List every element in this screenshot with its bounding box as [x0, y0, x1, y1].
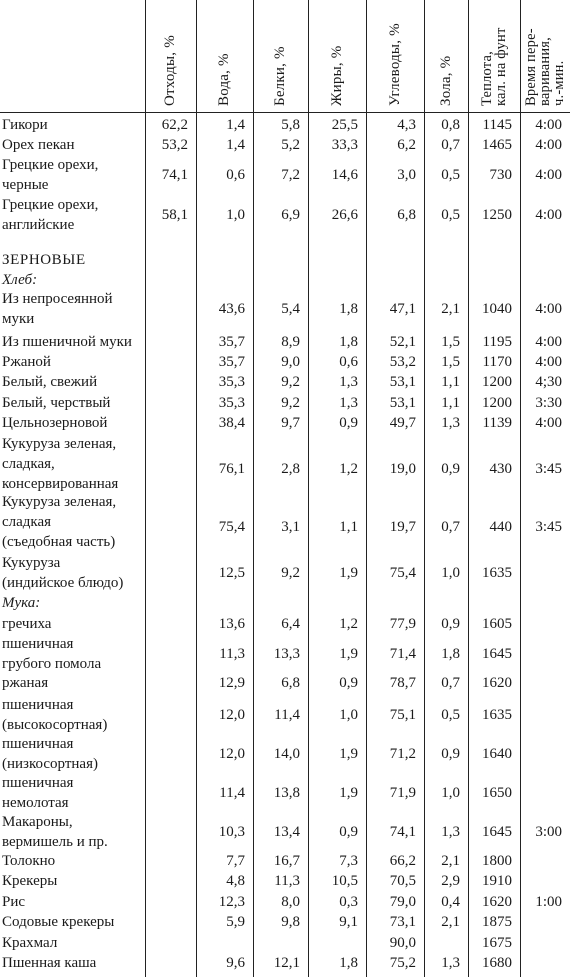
row-label-line: Белый, свежий [2, 374, 98, 390]
row-value: 6,4 [281, 616, 300, 632]
column-header-line: Отходы, % [162, 35, 178, 106]
row-label-line: Из непросеянной [2, 291, 113, 307]
row-value: 7,3 [339, 853, 358, 869]
row-value: 53,1 [389, 374, 416, 390]
row-value: 25,5 [331, 117, 358, 133]
row-value: 47,1 [389, 301, 416, 317]
row-label-line: Кукуруза [2, 555, 61, 571]
row-value: 1645 [482, 824, 512, 840]
row-value: 73,1 [389, 914, 416, 930]
row-value: 75,4 [389, 565, 416, 581]
row-value: 7,7 [226, 853, 245, 869]
row-label-line: пшеничная [2, 636, 74, 652]
row-value: 4,8 [226, 873, 245, 889]
row-value: 13,4 [273, 824, 300, 840]
row-value: 4;30 [535, 374, 562, 390]
column-header [145, 4, 196, 108]
column-header-line: Время пере- [523, 28, 539, 106]
row-value: 2,1 [441, 914, 460, 930]
row-label [2, 352, 51, 372]
row-value: 1,8 [339, 334, 358, 350]
row-value: 66,2 [389, 853, 416, 869]
row-label [2, 695, 107, 735]
row-label-line: черные [2, 177, 49, 193]
row-value: 1680 [482, 955, 512, 971]
row-value: 9,0 [281, 354, 300, 370]
row-value: 53,2 [389, 354, 416, 370]
row-label-line: Кукуруза зеленая, [2, 494, 117, 510]
row-label-line: Ржаной [2, 354, 51, 370]
column-header [253, 4, 308, 108]
row-value: 5,2 [281, 137, 300, 153]
header-rule [0, 112, 570, 113]
row-value: 78,7 [389, 675, 416, 691]
row-value: 9,2 [281, 565, 300, 581]
column-header [520, 4, 570, 108]
row-value: 1,2 [339, 461, 358, 477]
row-value: 71,9 [389, 785, 416, 801]
row-value: 0,6 [339, 354, 358, 370]
row-value: 1645 [482, 646, 512, 662]
row-value: 1640 [482, 746, 512, 762]
row-value: 8,9 [281, 334, 300, 350]
row-value: 9,2 [281, 374, 300, 390]
row-label-line: пшеничная [2, 775, 74, 791]
row-label-line: Орех пекан [2, 137, 75, 153]
row-label-line: Макароны, [2, 814, 73, 830]
row-label-line: пшеничная [2, 736, 74, 752]
row-value: 35,3 [218, 395, 245, 411]
row-value: 1250 [482, 207, 512, 223]
row-label [2, 851, 55, 871]
row-value: 1620 [482, 675, 512, 691]
column-header-line: кал. на фунт [493, 27, 509, 106]
section-heading: ЗЕРНОВЫЕ [2, 252, 86, 268]
column-header-label [524, 28, 566, 106]
row-value: 12,0 [218, 707, 245, 723]
row-value: 1,8 [339, 955, 358, 971]
row-value: 12,3 [218, 894, 245, 910]
row-value: 9,6 [226, 955, 245, 971]
row-label-line: сладкая, [2, 456, 55, 472]
row-value: 53,1 [389, 395, 416, 411]
row-value: 1,3 [339, 374, 358, 390]
row-value: 4:00 [535, 415, 562, 431]
row-value: 1,2 [339, 616, 358, 632]
row-label-line: Гикори [2, 117, 48, 133]
column-header-label [217, 53, 232, 106]
row-value: 1,1 [441, 395, 460, 411]
row-label [2, 871, 57, 891]
row-value: 1,9 [339, 646, 358, 662]
column-header-line: Углеводы, % [386, 23, 403, 106]
row-label-line: Кукуруза зеленая, [2, 436, 117, 452]
row-label-line: Белый, черствый [2, 395, 111, 411]
row-label-line: пшеничная [2, 697, 74, 713]
row-value: 75,4 [218, 519, 245, 535]
row-value: 52,1 [389, 334, 416, 350]
row-value: 58,1 [161, 207, 188, 223]
row-label [2, 812, 108, 852]
row-label-line: Толокно [2, 853, 56, 869]
row-value: 0,9 [441, 616, 460, 632]
row-value: 49,7 [389, 415, 416, 431]
row-value: 1875 [482, 914, 512, 930]
row-value: 1800 [482, 853, 512, 869]
row-label-line: Пшенная каша [2, 955, 97, 971]
row-value: 12,5 [218, 565, 245, 581]
row-label-line: гречиха [2, 616, 52, 632]
row-value: 71,2 [389, 746, 416, 762]
row-label [2, 372, 97, 392]
row-value: 1,9 [339, 746, 358, 762]
row-value: 1,8 [441, 646, 460, 662]
row-label [2, 155, 98, 195]
column-header-label [439, 56, 454, 106]
row-value: 4:00 [535, 117, 562, 133]
row-value: 12,1 [273, 955, 300, 971]
row-value: 1145 [482, 117, 512, 133]
row-value: 0,7 [441, 519, 460, 535]
row-value: 6,2 [397, 137, 416, 153]
row-value: 2,8 [281, 461, 300, 477]
row-value: 3,0 [397, 167, 416, 183]
row-value: 1635 [482, 707, 512, 723]
row-value: 0,3 [339, 894, 358, 910]
row-value: 1,4 [226, 137, 245, 153]
row-label-line: муки [2, 311, 35, 327]
row-label-line: Крекеры [2, 873, 58, 889]
row-value: 79,0 [389, 894, 416, 910]
column-header [468, 4, 520, 108]
row-label [2, 413, 107, 433]
row-value: 75,1 [389, 707, 416, 723]
row-value: 53,2 [161, 137, 188, 153]
row-value: 11,4 [274, 707, 300, 723]
row-label [2, 912, 114, 932]
row-label-line: Цельнозерновой [2, 415, 108, 431]
row-value: 1,3 [339, 395, 358, 411]
row-value: 90,0 [389, 935, 416, 951]
row-label [2, 933, 57, 953]
row-value: 1,0 [441, 785, 460, 801]
row-label [2, 289, 113, 329]
row-value: 35,7 [218, 354, 245, 370]
row-label [2, 553, 123, 593]
row-value: 13,6 [218, 616, 245, 632]
row-value: 0,4 [441, 894, 460, 910]
row-value: 1,1 [441, 374, 460, 390]
row-value: 3:45 [535, 461, 562, 477]
row-value: 0,7 [441, 137, 460, 153]
column-header-line: Белки, % [272, 46, 288, 106]
row-value: 6,9 [281, 207, 300, 223]
row-label [2, 673, 48, 693]
row-value: 1,8 [339, 301, 358, 317]
row-value: 13,8 [273, 785, 300, 801]
row-value: 1675 [482, 935, 512, 951]
row-value: 730 [489, 167, 512, 183]
row-value: 1,0 [226, 207, 245, 223]
row-value: 1,3 [441, 824, 460, 840]
row-value: 3:00 [535, 824, 562, 840]
row-value: 19,7 [389, 519, 416, 535]
row-value: 4:00 [535, 207, 562, 223]
row-value: 440 [489, 519, 512, 535]
row-value: 35,3 [218, 374, 245, 390]
row-value: 14,6 [331, 167, 358, 183]
column-header [424, 4, 468, 108]
row-value: 0,9 [441, 746, 460, 762]
row-value: 1:00 [535, 894, 562, 910]
row-value: 10,3 [218, 824, 245, 840]
row-value: 9,7 [281, 415, 300, 431]
row-value: 4:00 [535, 167, 562, 183]
row-value: 0,5 [441, 167, 460, 183]
row-value: 43,6 [218, 301, 245, 317]
column-header [196, 4, 253, 108]
row-value: 14,0 [273, 746, 300, 762]
row-value: 71,4 [389, 646, 416, 662]
row-label [2, 332, 132, 352]
row-value: 9,1 [339, 914, 358, 930]
row-label-line: Грецкие орехи, [2, 197, 99, 213]
column-header-label [480, 28, 508, 106]
row-label [2, 492, 116, 552]
row-value: 3,1 [281, 519, 300, 535]
column-header-line: варивания, [537, 36, 553, 106]
subsection-heading: Хлеб: [2, 272, 38, 288]
row-value: 1910 [482, 873, 512, 889]
row-value: 0,9 [441, 461, 460, 477]
row-value: 0,9 [339, 824, 358, 840]
row-label-line: Содовые крекеры [2, 914, 115, 930]
row-value: 19,0 [389, 461, 416, 477]
row-value: 2,1 [441, 853, 460, 869]
row-value: 1,5 [441, 354, 460, 370]
row-value: 1195 [482, 334, 512, 350]
column-header-line: ч.-мин. [551, 60, 567, 106]
row-label-line: (съедобная часть) [2, 534, 116, 550]
row-value: 74,1 [161, 167, 188, 183]
column-header-line: Жиры, % [328, 45, 345, 106]
row-label [2, 195, 98, 235]
row-value: 1,0 [441, 565, 460, 581]
row-value: 9,8 [281, 914, 300, 930]
row-value: 1650 [482, 785, 512, 801]
row-value: 1139 [482, 415, 512, 431]
row-value: 0,7 [441, 675, 460, 691]
column-header-line: Теплота, [479, 51, 495, 106]
row-label-line: Рис [2, 894, 26, 910]
row-value: 4:00 [535, 301, 562, 317]
row-label [2, 734, 98, 774]
column-header [308, 4, 366, 108]
row-value: 11,4 [219, 785, 245, 801]
row-label-line: (низкосортная) [2, 756, 98, 772]
row-label [2, 892, 25, 912]
row-value: 13,3 [273, 646, 300, 662]
row-value: 0,6 [226, 167, 245, 183]
row-label [2, 434, 118, 494]
row-value: 1200 [482, 395, 512, 411]
row-value: 0,9 [339, 415, 358, 431]
row-value: 1465 [482, 137, 512, 153]
column-header-label [163, 35, 178, 106]
row-label-line: Из пшеничной муки [2, 334, 132, 350]
row-value: 1,9 [339, 565, 358, 581]
row-value: 9,2 [281, 395, 300, 411]
row-value: 1,4 [226, 117, 245, 133]
row-label [2, 393, 110, 413]
row-label-line: Грецкие орехи, [2, 157, 99, 173]
row-value: 76,1 [218, 461, 245, 477]
column-header-line: Вода, % [216, 53, 232, 106]
row-value: 4:00 [535, 354, 562, 370]
row-value: 26,6 [331, 207, 358, 223]
row-value: 12,0 [218, 746, 245, 762]
subsection-heading: Мука: [2, 595, 41, 611]
row-value: 33,3 [331, 137, 358, 153]
row-value: 4:00 [535, 137, 562, 153]
row-value: 10,5 [331, 873, 358, 889]
row-value: 4,3 [397, 117, 416, 133]
row-label-line: (высокосортная) [2, 717, 108, 733]
row-value: 0,5 [441, 207, 460, 223]
row-value: 1,3 [441, 415, 460, 431]
row-value: 62,2 [161, 117, 188, 133]
row-value: 1200 [482, 374, 512, 390]
column-header [366, 4, 424, 108]
row-value: 75,2 [389, 955, 416, 971]
row-value: 4:00 [535, 334, 562, 350]
row-value: 2,1 [441, 301, 460, 317]
row-value: 0,5 [441, 707, 460, 723]
row-label [2, 773, 73, 813]
row-value: 2,9 [441, 873, 460, 889]
row-value: 1,0 [339, 707, 358, 723]
row-label-line: немолотая [2, 795, 69, 811]
row-value: 0,8 [441, 117, 460, 133]
row-value: 1635 [482, 565, 512, 581]
row-label-line: сладкая [2, 514, 52, 530]
row-label-line: (индийское блюдо) [2, 575, 124, 591]
row-value: 5,4 [281, 301, 300, 317]
row-value: 6,8 [281, 675, 300, 691]
row-value: 1620 [482, 894, 512, 910]
column-header-label [388, 23, 403, 106]
row-value: 3:45 [535, 519, 562, 535]
row-value: 12,9 [218, 675, 245, 691]
row-label [2, 634, 101, 674]
row-label [2, 614, 51, 634]
row-value: 74,1 [389, 824, 416, 840]
row-value: 1040 [482, 301, 512, 317]
row-value: 1,9 [339, 785, 358, 801]
row-value: 0,9 [339, 675, 358, 691]
row-value: 1,5 [441, 334, 460, 350]
row-label-line: ржаная [2, 675, 49, 691]
column-header-label [273, 46, 288, 106]
column-header-line: Зола, % [437, 55, 454, 106]
row-label-line: грубого помола [2, 656, 102, 672]
row-value: 430 [489, 461, 512, 477]
row-value: 35,7 [218, 334, 245, 350]
row-label [2, 953, 96, 973]
row-value: 7,2 [281, 167, 300, 183]
row-label [2, 115, 48, 135]
row-value: 3:30 [535, 395, 562, 411]
row-value: 1,1 [339, 519, 358, 535]
row-value: 11,3 [219, 646, 245, 662]
row-value: 5,8 [281, 117, 300, 133]
row-label-line: английские [2, 217, 75, 233]
row-label [2, 135, 74, 155]
row-value: 16,7 [273, 853, 300, 869]
row-label-line: Крахмал [2, 935, 58, 951]
column-header-label [330, 46, 345, 106]
row-value: 77,9 [389, 616, 416, 632]
row-value: 6,8 [397, 207, 416, 223]
row-value: 1170 [482, 354, 512, 370]
row-value: 8,0 [281, 894, 300, 910]
row-label-line: консервированная [2, 476, 119, 492]
row-value: 5,9 [226, 914, 245, 930]
row-label-line: вермишель и пр. [2, 834, 108, 850]
row-value: 11,3 [274, 873, 300, 889]
row-value: 1605 [482, 616, 512, 632]
row-value: 38,4 [218, 415, 245, 431]
row-value: 1,3 [441, 955, 460, 971]
row-value: 70,5 [389, 873, 416, 889]
